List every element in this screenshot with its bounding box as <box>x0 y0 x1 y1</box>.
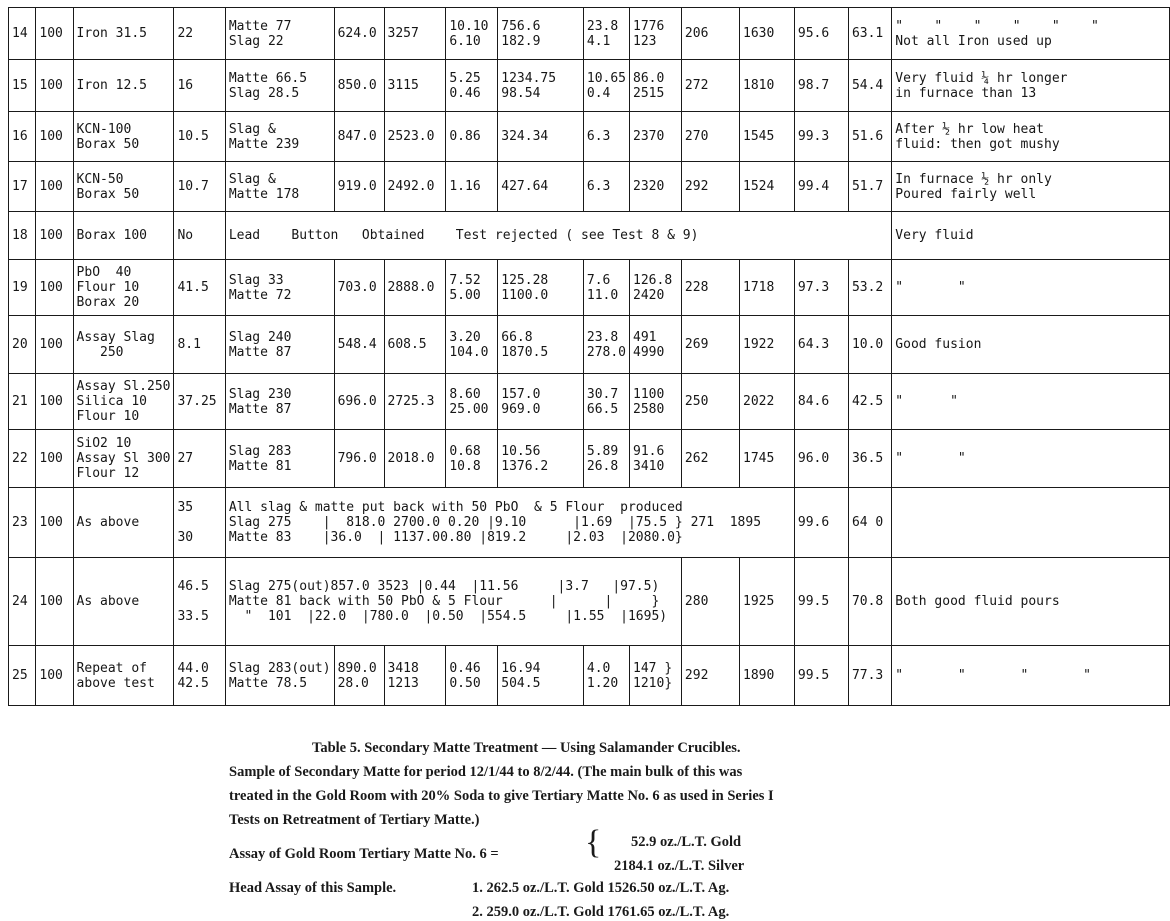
table-cell: 99.5 <box>794 558 848 646</box>
test-number-cell: 25 <box>9 646 36 706</box>
remarks-cell: Good fusion <box>892 316 1170 374</box>
lead-amount-cell: 27 <box>174 430 225 488</box>
flux-addition-cell: PbO 40 Flour 10 Borax 20 <box>73 260 174 316</box>
table-row <box>9 212 1170 260</box>
table-cell: 53.2 <box>848 260 891 316</box>
table-cell: 10.65 0.4 <box>583 60 629 112</box>
table-cell: 63.1 <box>848 8 891 60</box>
charge-weight-cell: 100 <box>36 60 73 112</box>
remarks-cell: " " " " " " Not all Iron used up <box>892 8 1170 60</box>
charge-weight-cell: 100 <box>36 374 73 430</box>
remarks-cell: " " <box>892 430 1170 488</box>
lead-amount-cell: 10.7 <box>174 162 225 212</box>
table-cell: 1.16 <box>446 162 498 212</box>
lead-amount-cell: 37.25 <box>174 374 225 430</box>
table-cell: 1100 2580 <box>630 374 682 430</box>
table-cell: 3257 <box>384 8 446 60</box>
flux-addition-cell: KCN-50 Borax 50 <box>73 162 174 212</box>
table-cell: 272 <box>681 60 739 112</box>
head-assay-label: Head Assay of this Sample. <box>229 880 397 896</box>
lead-amount-cell: 10.5 <box>174 112 225 162</box>
table-cell: 1810 <box>740 60 795 112</box>
table-cell: Slag 283(out) Matte 78.5 <box>225 646 334 706</box>
table-cell: 36.5 <box>848 430 891 488</box>
table-row <box>9 558 1170 646</box>
table-body <box>9 8 1170 706</box>
table-cell: 796.0 <box>334 430 384 488</box>
table-cell: 64 0 <box>848 488 891 558</box>
table-cell: 206 <box>681 8 739 60</box>
flux-addition-cell: Iron 12.5 <box>73 60 174 112</box>
table-cell: 4.0 1.20 <box>583 646 629 706</box>
table-cell: 280 <box>681 558 739 646</box>
table-cell: 1718 <box>740 260 795 316</box>
test-number-cell: 23 <box>9 488 36 558</box>
table-cell: 756.6 182.9 <box>498 8 584 60</box>
charge-weight-cell: 100 <box>36 488 73 558</box>
results-table <box>8 7 1170 706</box>
table-cell: 95.6 <box>794 8 848 60</box>
table-cell: 3.20 104.0 <box>446 316 498 374</box>
flux-addition-cell: Assay Sl.250 Silica 10 Flour 10 <box>73 374 174 430</box>
table-cell: 292 <box>681 646 739 706</box>
table-cell: 262 <box>681 430 739 488</box>
caption-line: Sample of Secondary Matte for period 12/1/44 to 8/2/44. (The main bulk of this was <box>229 764 743 780</box>
table-cell: 427.64 <box>498 162 584 212</box>
test-number-cell: 18 <box>9 212 36 260</box>
table-row <box>9 60 1170 112</box>
table-cell: 125.28 1100.0 <box>498 260 584 316</box>
table-cell: 228 <box>681 260 739 316</box>
table-cell: 696.0 <box>334 374 384 430</box>
test-number-cell: 16 <box>9 112 36 162</box>
lead-amount-cell: 35 30 <box>174 488 225 558</box>
merged-note-cell: Lead Button Obtained Test rejected ( see Test 8 & 9) <box>225 212 891 260</box>
table-row <box>9 112 1170 162</box>
remarks-cell: After ½ hr low heat fluid: then got mushy <box>892 112 1170 162</box>
table-cell: Slag 33 Matte 72 <box>225 260 334 316</box>
table-cell: 890.0 28.0 <box>334 646 384 706</box>
table-cell: 270 <box>681 112 739 162</box>
table-cell: 2492.0 <box>384 162 446 212</box>
table-cell: Slag & Matte 178 <box>225 162 334 212</box>
flux-addition-cell: Iron 31.5 <box>73 8 174 60</box>
table-row <box>9 430 1170 488</box>
table-cell: 608.5 <box>384 316 446 374</box>
table-cell: Matte 77 Slag 22 <box>225 8 334 60</box>
test-number-cell: 14 <box>9 8 36 60</box>
charge-weight-cell: 100 <box>36 430 73 488</box>
table-cell: 3418 1213 <box>384 646 446 706</box>
table-cell: 1630 <box>740 8 795 60</box>
table-cell: 70.8 <box>848 558 891 646</box>
table-cell: 2523.0 <box>384 112 446 162</box>
table-cell: 84.6 <box>794 374 848 430</box>
remarks-cell: Both good fluid pours <box>892 558 1170 646</box>
table-cell: 99.6 <box>794 488 848 558</box>
test-number-cell: 21 <box>9 374 36 430</box>
table-row <box>9 8 1170 60</box>
test-number-cell: 22 <box>9 430 36 488</box>
table-cell: 99.3 <box>794 112 848 162</box>
caption-title: Table 5. Secondary Matte Treatment — Using Salamander Crucibles. <box>312 740 741 756</box>
table-cell: 850.0 <box>334 60 384 112</box>
table-cell: 10.10 6.10 <box>446 8 498 60</box>
table-cell: 96.0 <box>794 430 848 488</box>
table-cell: 42.5 <box>848 374 891 430</box>
charge-weight-cell: 100 <box>36 646 73 706</box>
table-row <box>9 260 1170 316</box>
table-row <box>9 488 1170 558</box>
table-cell: 6.3 <box>583 112 629 162</box>
table-cell: Slag 283 Matte 81 <box>225 430 334 488</box>
table-cell: 23.8 4.1 <box>583 8 629 60</box>
charge-weight-cell: 100 <box>36 558 73 646</box>
table-cell: 0.86 <box>446 112 498 162</box>
table-row <box>9 316 1170 374</box>
table-cell: 126.8 2420 <box>630 260 682 316</box>
merged-note-cell: Slag 275(out)857.0 3523 |0.44 |11.56 |3.7 |97.5) Matte 81 back with 50 PbO & 5 Flour | | } " 101 |22.0 |780.0 |0.50 |554.5 |1.55 |1695) <box>225 558 681 646</box>
flux-addition-cell: KCN-100 Borax 50 <box>73 112 174 162</box>
table-cell: 2320 <box>630 162 682 212</box>
table-cell: Slag 240 Matte 87 <box>225 316 334 374</box>
table-cell: 2022 <box>740 374 795 430</box>
lead-amount-cell: 46.5 33.5 <box>174 558 225 646</box>
lead-amount-cell: 41.5 <box>174 260 225 316</box>
table-cell: 548.4 <box>334 316 384 374</box>
table-cell: 5.89 26.8 <box>583 430 629 488</box>
flux-addition-cell: As above <box>73 558 174 646</box>
lead-amount-cell: 16 <box>174 60 225 112</box>
table-cell: 1890 <box>740 646 795 706</box>
table-cell: 86.0 2515 <box>630 60 682 112</box>
table-cell: 16.94 504.5 <box>498 646 584 706</box>
charge-weight-cell: 100 <box>36 8 73 60</box>
table-row <box>9 374 1170 430</box>
table-cell: 1524 <box>740 162 795 212</box>
table-cell: Matte 66.5 Slag 28.5 <box>225 60 334 112</box>
flux-addition-cell: Assay Slag 250 <box>73 316 174 374</box>
table-cell: 157.0 969.0 <box>498 374 584 430</box>
remarks-cell: " " <box>892 260 1170 316</box>
head-assay-2: 2. 259.0 oz./L.T. Gold 1761.65 oz./L.T. Ag. <box>472 904 730 920</box>
remarks-cell: " " <box>892 374 1170 430</box>
table-cell: 30.7 66.5 <box>583 374 629 430</box>
table-cell: 2370 <box>630 112 682 162</box>
table-cell: 23.8 278.0 <box>583 316 629 374</box>
assay-gold: 52.9 oz./L.T. Gold <box>631 834 742 850</box>
table-cell: 703.0 <box>334 260 384 316</box>
lead-amount-cell: 44.0 42.5 <box>174 646 225 706</box>
test-number-cell: 17 <box>9 162 36 212</box>
table-cell: 2888.0 <box>384 260 446 316</box>
table-cell: 624.0 <box>334 8 384 60</box>
test-number-cell: 24 <box>9 558 36 646</box>
remarks-cell: In furnace ½ hr only Poured fairly well <box>892 162 1170 212</box>
flux-addition-cell: As above <box>73 488 174 558</box>
assay-silver: 2184.1 oz./L.T. Silver <box>614 858 745 874</box>
table-cell: 1922 <box>740 316 795 374</box>
table-cell: 491 4990 <box>630 316 682 374</box>
lead-amount-cell: 8.1 <box>174 316 225 374</box>
assay-label: Assay of Gold Room Tertiary Matte No. 6 = <box>229 846 499 862</box>
caption-line: treated in the Gold Room with 20% Soda to give Tertiary Matte No. 6 as used in Series I <box>229 788 774 804</box>
table-cell: 1234.75 98.54 <box>498 60 584 112</box>
table-row <box>9 162 1170 212</box>
table-cell: 0.68 10.8 <box>446 430 498 488</box>
table-cell: 51.7 <box>848 162 891 212</box>
table-cell: 91.6 3410 <box>630 430 682 488</box>
table-cell: 51.6 <box>848 112 891 162</box>
remarks-cell: Very fluid <box>892 212 1170 260</box>
table-cell: 7.6 11.0 <box>583 260 629 316</box>
table-cell: 98.7 <box>794 60 848 112</box>
table-cell: 64.3 <box>794 316 848 374</box>
table-cell: 5.25 0.46 <box>446 60 498 112</box>
table-cell: 919.0 <box>334 162 384 212</box>
table-cell: 324.34 <box>498 112 584 162</box>
merged-note-cell: All slag & matte put back with 50 PbO & 5 Flour produced Slag 275 | 818.0 2700.0 0.20 |9.10 |1.69 |75.5 } 271 1895 Matte 83 |36.0 | 1137.00.80 |819.2 |2.03 |2080.0} <box>225 488 794 558</box>
table-cell: 1776 123 <box>630 8 682 60</box>
table-cell: Slag & Matte 239 <box>225 112 334 162</box>
charge-weight-cell: 100 <box>36 162 73 212</box>
table-cell: 2018.0 <box>384 430 446 488</box>
charge-weight-cell: 100 <box>36 260 73 316</box>
table-cell: 3115 <box>384 60 446 112</box>
table-cell: 54.4 <box>848 60 891 112</box>
table-cell: 66.8 1870.5 <box>498 316 584 374</box>
remarks-cell: " " " " <box>892 646 1170 706</box>
table-cell: 6.3 <box>583 162 629 212</box>
remarks-cell: Very fluid ¼ hr longer in furnace than 13 <box>892 60 1170 112</box>
table-cell: 7.52 5.00 <box>446 260 498 316</box>
test-number-cell: 15 <box>9 60 36 112</box>
table-row <box>9 646 1170 706</box>
table-cell: 8.60 25.00 <box>446 374 498 430</box>
table-cell: 97.3 <box>794 260 848 316</box>
head-assay-1: 1. 262.5 oz./L.T. Gold 1526.50 oz./L.T. Ag. <box>472 880 730 896</box>
table-cell: 10.0 <box>848 316 891 374</box>
caption-line: Tests on Retreatment of Tertiary Matte.) <box>229 812 480 828</box>
table-cell: 847.0 <box>334 112 384 162</box>
flux-addition-cell: Borax 100 <box>73 212 174 260</box>
table-cell: 1925 <box>740 558 795 646</box>
charge-weight-cell: 100 <box>36 316 73 374</box>
table-cell: 10.56 1376.2 <box>498 430 584 488</box>
table-cell: 1545 <box>740 112 795 162</box>
flux-addition-cell: Repeat of above test <box>73 646 174 706</box>
test-number-cell: 19 <box>9 260 36 316</box>
table-cell: 250 <box>681 374 739 430</box>
table-cell: 0.46 0.50 <box>446 646 498 706</box>
table-cell: 292 <box>681 162 739 212</box>
lead-amount-cell: 22 <box>174 8 225 60</box>
lead-amount-cell: No <box>174 212 225 260</box>
table-cell: Slag 230 Matte 87 <box>225 374 334 430</box>
charge-weight-cell: 100 <box>36 212 73 260</box>
table-cell: 2725.3 <box>384 374 446 430</box>
table-cell: 269 <box>681 316 739 374</box>
table-cell: 77.3 <box>848 646 891 706</box>
table-cell: 1745 <box>740 430 795 488</box>
charge-weight-cell: 100 <box>36 112 73 162</box>
brace-glyph: { <box>585 824 602 861</box>
test-number-cell: 20 <box>9 316 36 374</box>
flux-addition-cell: SiO2 10 Assay Sl 300 Flour 12 <box>73 430 174 488</box>
table-cell: 99.4 <box>794 162 848 212</box>
table-cell: 99.5 <box>794 646 848 706</box>
table-cell: 147 } 1210} <box>630 646 682 706</box>
remarks-cell <box>892 488 1170 558</box>
